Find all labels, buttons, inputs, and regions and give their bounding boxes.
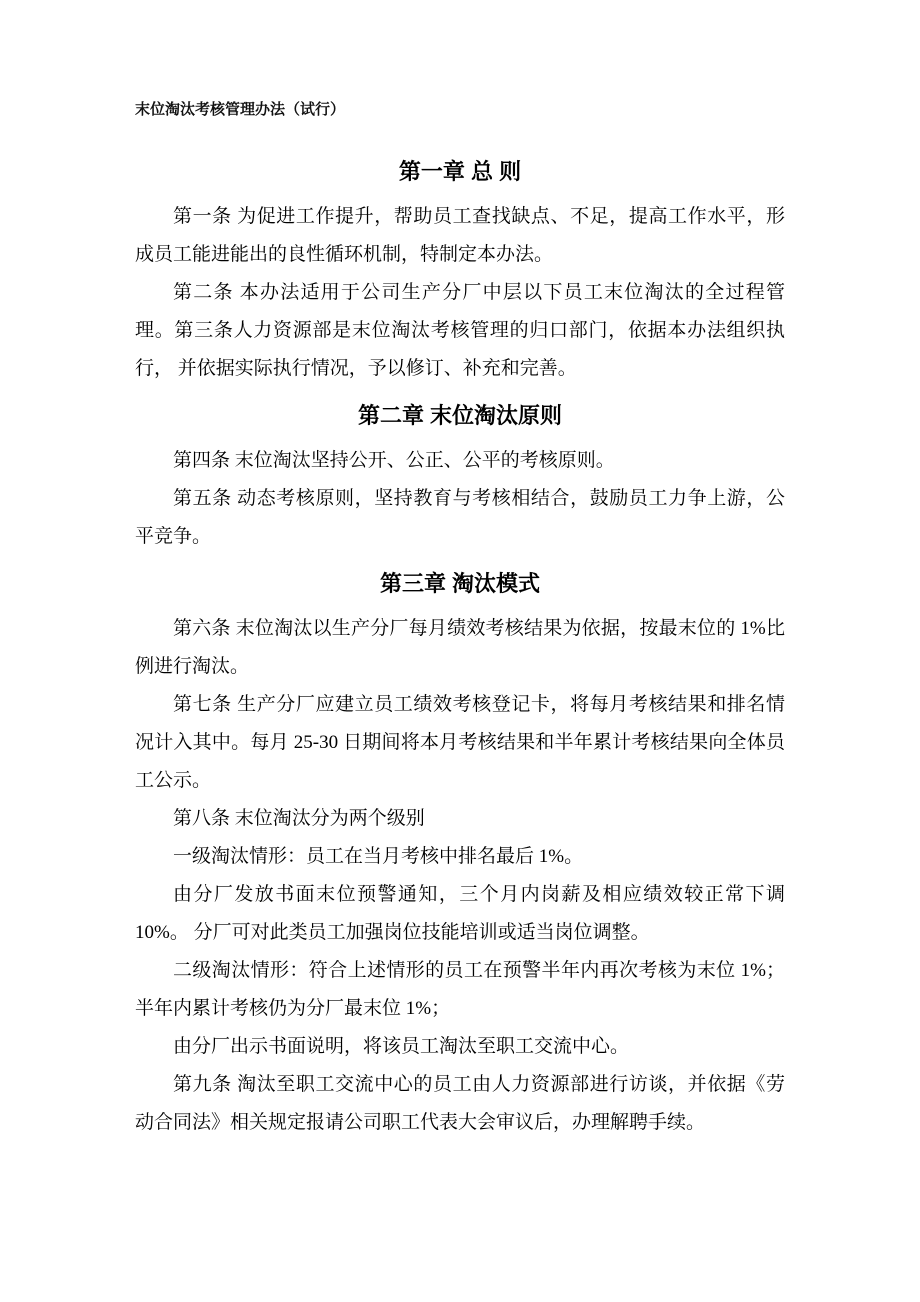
chapter-2-paragraph-2: 第五条 动态考核原则，坚持教育与考核相结合，鼓励员工力争上游，公平竞争。 [135,488,785,547]
chapter-3-paragraph-1: 第六条 末位淘汰以生产分厂每月绩效考核结果为依据，按最末位的 1%比例进行淘汰。 [135,618,785,677]
chapter-3-paragraph-6: 二级淘汰情形：符合上述情形的员工在预警半年内再次考核为末位 1%；半年内累计考核仍为分厂最末位 1%； [135,960,785,1019]
chapter-3-paragraph-2: 第七条 生产分厂应建立员工绩效考核登记卡，将每月考核结果和排名情况计入其中。每月 25-30 日期间将本月考核结果和半年累计考核结果向全体员工公示。 [135,694,785,791]
document-title: 末位淘汰考核管理办法（试行） [135,101,346,118]
chapter-3-paragraph-7: 由分厂出示书面说明，将该员工淘汰至职工交流中心。 [173,1036,630,1057]
chapter-1-paragraph-2: 第二条 本办法适用于公司生产分厂中层以下员工末位淘汰的全过程管理。第三条人力资源部是末位淘汰考核管理的归口部门，依据本办法组织执行， 并依据实际执行情况，予以修订、补充和完善。 [135,282,785,379]
chapter-3-paragraph-3: 第八条 末位淘汰分为两个级别 [173,808,425,829]
chapter-1-heading: 第一章 总 则 [398,159,522,184]
chapter-2-paragraph-1: 第四条 末位淘汰坚持公开、公正、公平的考核原则。 [173,450,615,471]
chapter-2-heading: 第二章 末位淘汰原则 [357,403,563,428]
chapter-3-paragraph-8: 第九条 淘汰至职工交流中心的员工由人力资源部进行访谈，并依据《劳动合同法》相关规定报请公司职工代表大会审议后，办理解聘手续。 [135,1074,785,1133]
chapter-3-heading: 第三章 淘汰模式 [379,571,541,596]
chapter-1-paragraph-1: 第一条 为促进工作提升，帮助员工查找缺点、不足，提高工作水平，形成员工能进能出的良性循环机制，特制定本办法。 [135,206,785,265]
chapter-3-paragraph-5: 由分厂发放书面末位预警通知，三个月内岗薪及相应绩效较正常下调 10%。 分厂可对此类员工加强岗位技能培训或适当岗位调整。 [135,884,785,943]
chapter-3-paragraph-4: 一级淘汰情形：员工在当月考核中排名最后 1%。 [173,846,584,867]
